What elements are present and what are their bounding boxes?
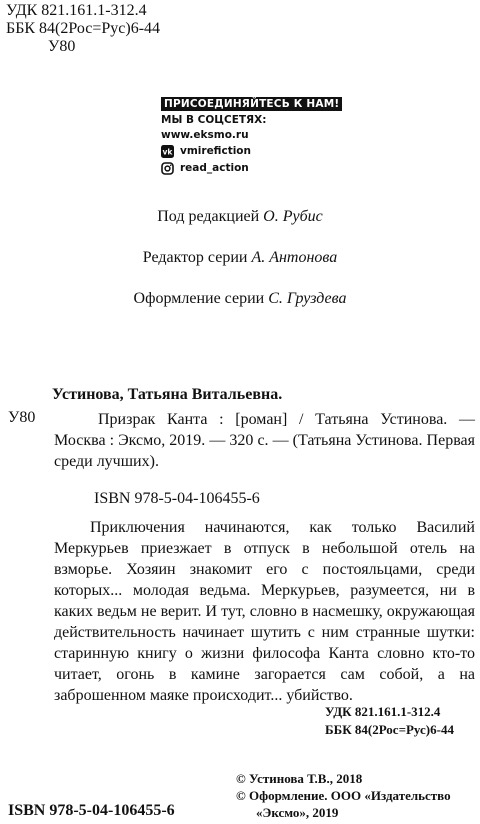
credit-editor-name: О. Рубис [263,208,323,225]
copyright-author: © Устинова Т.В., 2018 [236,771,363,786]
vk-icon [161,145,174,158]
footer-udk: УДК 821.161.1-312.4 [325,704,441,719]
join-us-banner: ПРИСОЕДИНЯЙТЕСЬ К НАМ! [161,97,342,111]
bbk-code: ББК 84(2Рос=Рус)6-44 [6,20,161,37]
instagram-row[interactable] [161,160,331,177]
credit-series-editor [0,249,480,267]
credit-series-design-label: Оформление серии [133,290,265,307]
catalog-author: Устинова, Татьяна Витальевна. [52,386,283,403]
footer-bbk: ББК 84(2Рос=Рус)6-44 [325,722,454,737]
credit-series-editor-name: А. Антонова [251,249,338,266]
catalog-isbn: ISBN 978-5-04-106455-6 [94,490,260,507]
credit-series-design-name: С. Груздева [268,290,347,307]
author-sign-code: У80 [48,38,76,55]
udk-code: УДК 821.161.1-312.4 [6,2,147,19]
social-block [161,92,340,177]
credit-series-editor-label: Редактор серии [142,249,248,266]
vk-row[interactable] [161,143,331,160]
vk-handle: vmirefiction [180,145,251,157]
credit-editor-label: Под редакцией [157,208,260,225]
instagram-icon [161,162,174,175]
footer-isbn: ISBN 978-5-04-106455-6 [8,802,175,819]
credit-series-design [0,290,480,308]
credit-editor [0,208,480,226]
copyright-design-line1: © Оформление. ООО «Издательство [236,788,451,803]
instagram-handle: read_action [180,162,249,174]
copyright-design-line2: «Эксмо», 2019 [256,805,339,820]
bibliographic-description: Призрак Канта : [роман] / Татьяна Устинова. — Москва : Эксмо, 2019. — 320 с. — (Татьяна Устинова. Первая среди лучших). [54,411,475,470]
website-link[interactable]: www.eksmo.ru [161,129,249,141]
catalog-code: У80 [8,409,36,426]
svg-text:vk: vk [162,147,173,157]
social-subtitle: МЫ В СОЦСЕТЯХ: [161,114,267,126]
annotation: Приключения начинаются, как только Василий Меркурьев приезжает в отпуск в небольшой отель на взморье. Хозяин знакомит его с постояльцами, среди которых... молодая ведьма. Меркурьев, разумеется, ни в каких ведьм не верит. И тут, словно в насмешку, окружающая действительность начинает шутить с ним странные шутки: старинную книгу о жизни философа Канта словно кто-то читает, огонь в камине загорается сам собой, а на заброшенном маяке происходит... убийство. [54,519,475,704]
